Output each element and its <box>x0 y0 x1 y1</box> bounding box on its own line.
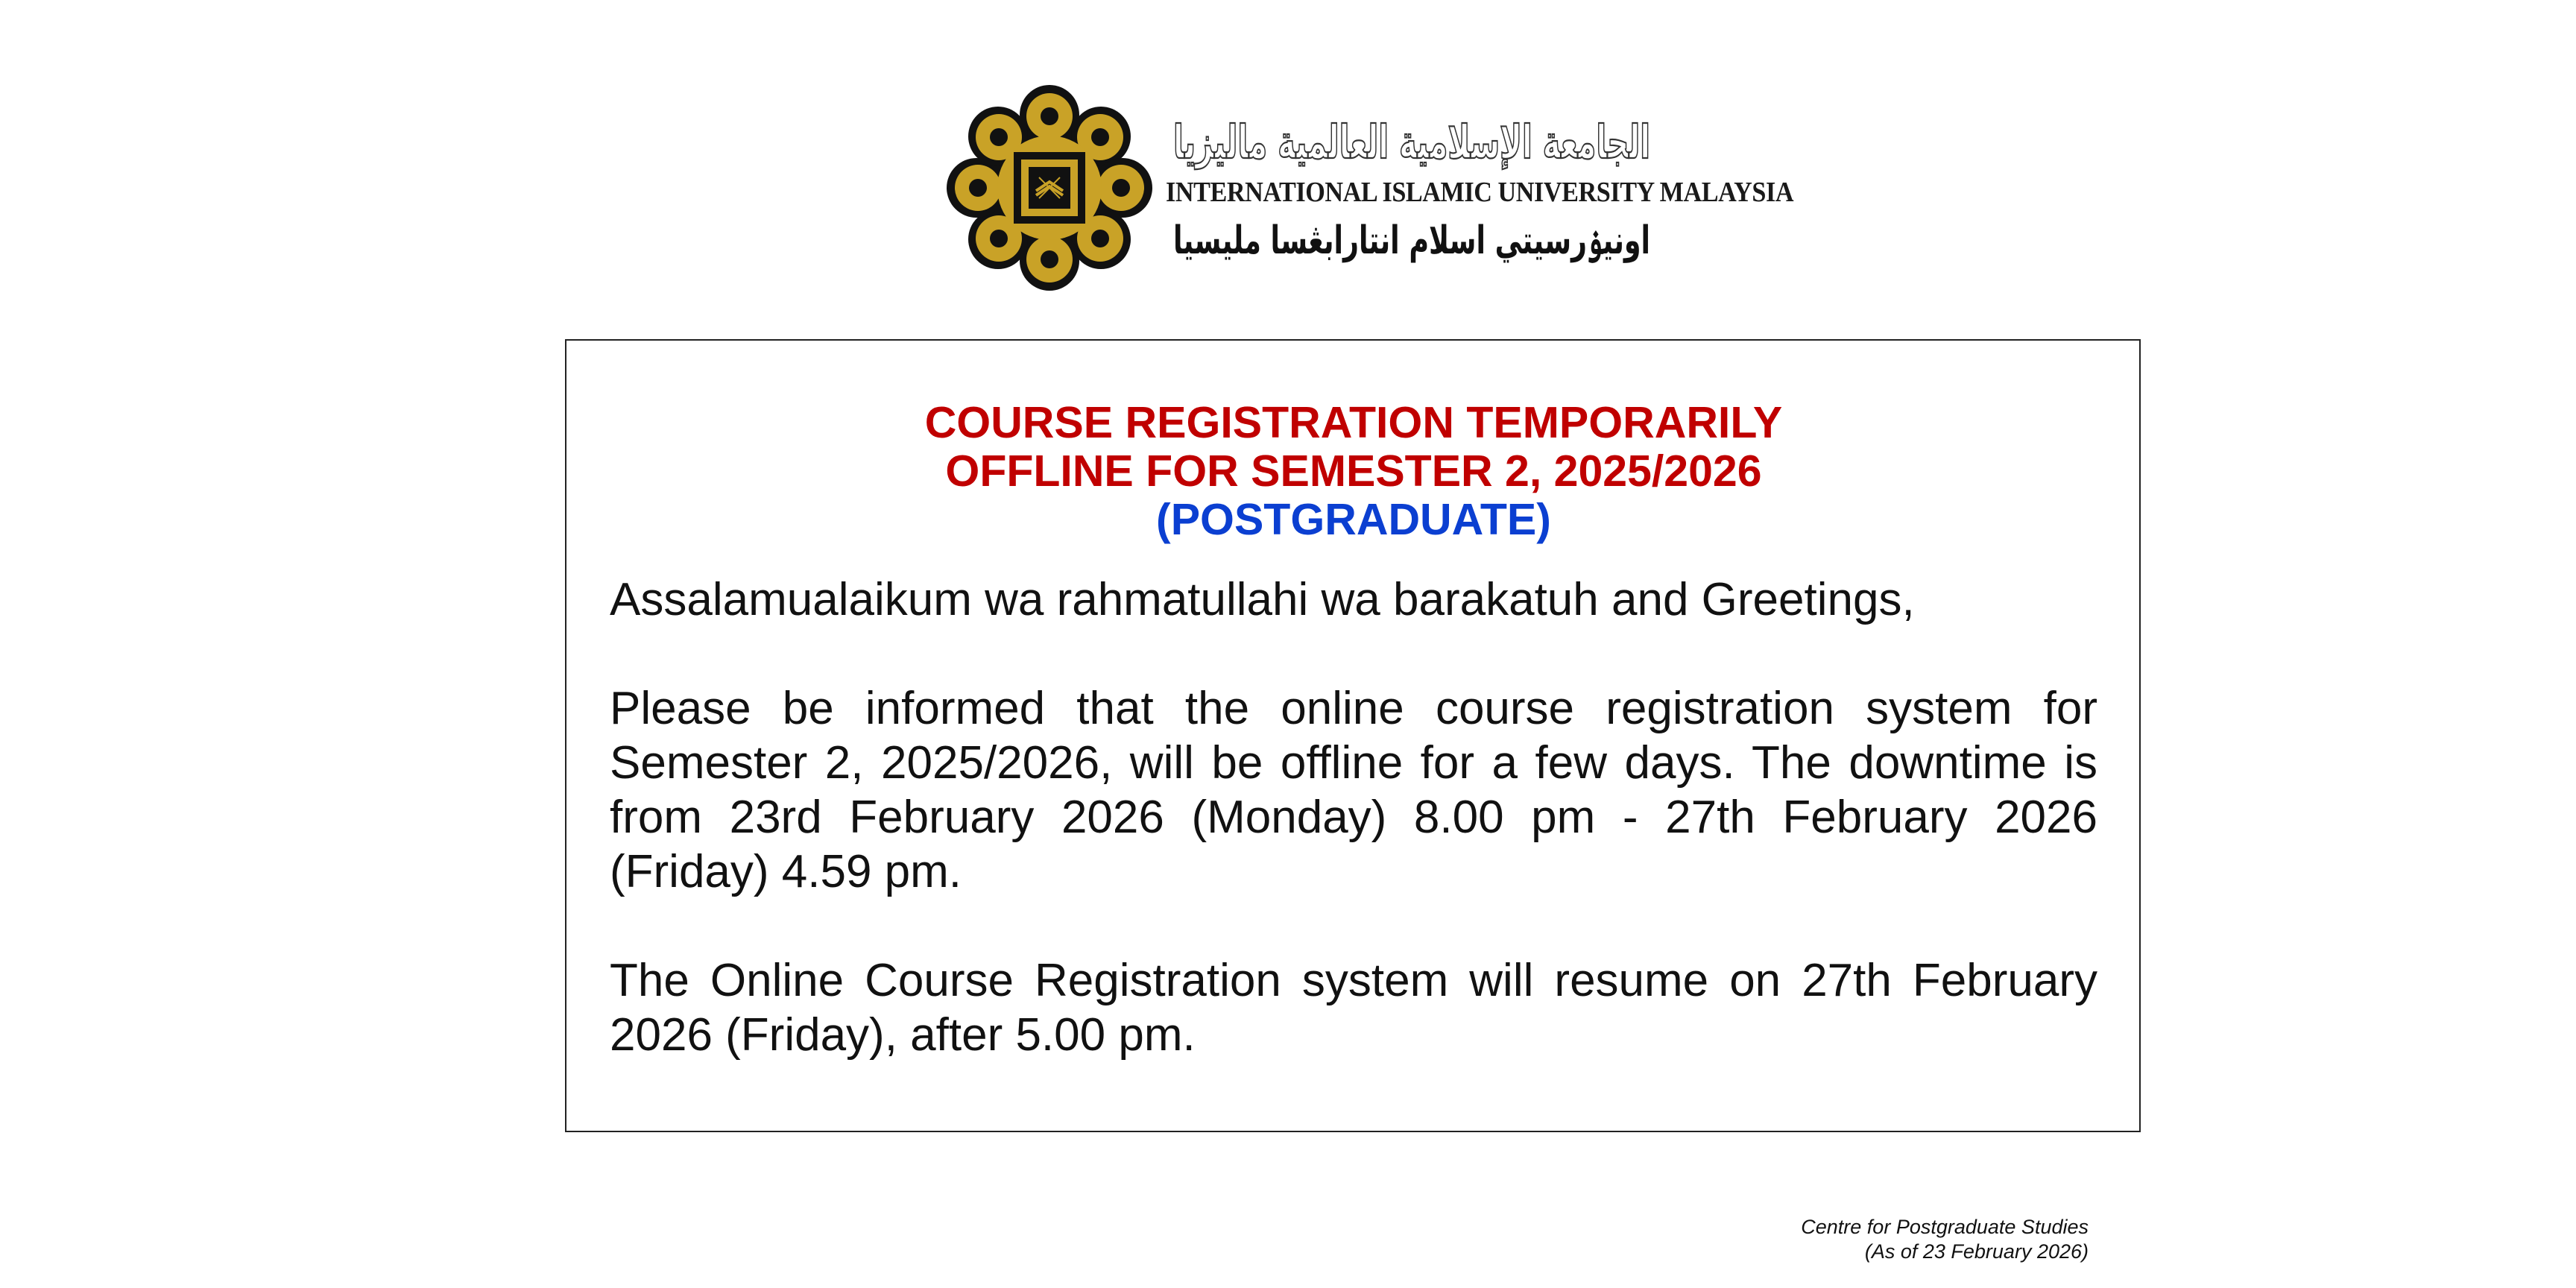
iium-emblem-icon <box>945 83 1154 292</box>
notice-body <box>610 572 2097 1062</box>
greeting-text: Assalamualaikum wa rahmatullahi wa barakatuh and Greetings, <box>610 574 1915 625</box>
arabic-name-calligraphy <box>1166 109 1658 171</box>
svg-text:اونيۏرسيتي اسلام انتارابڠسا مل: اونيۏرسيتي اسلام انتارابڠسا مليسيا <box>1173 218 1650 263</box>
notice-title <box>610 399 2097 544</box>
resume-paragraph: The Online Course Registration system will resume on 27th February 2026 (Friday), after 5.00 pm. <box>610 955 2097 1061</box>
footer-department: Centre for Postgraduate Studies <box>1801 1216 2089 1238</box>
title-line-3: (POSTGRADUATE) <box>1156 495 1551 544</box>
footer-date: (As of 23 February 2026) <box>1864 1240 2089 1263</box>
university-name: INTERNATIONAL ISLAMIC UNIVERSITY MALAYSIA <box>1166 177 1794 208</box>
downtime-paragraph: Please be informed that the online course registration system for Semester 2, 2025/2026, will be offline for a few days. The downtime is from 23rd February 2026 (Monday) 8.00 pm - 27th February 2026 (Friday) 4.59 pm. <box>610 683 2097 897</box>
jawi-name-calligraphy <box>1166 213 1658 267</box>
notice-box <box>565 339 2141 1132</box>
iium-logo <box>945 83 1794 292</box>
title-line-2: OFFLINE FOR SEMESTER 2, 2025/2026 <box>945 446 1762 496</box>
footer <box>1801 1215 2089 1264</box>
svg-text:الجامعة الإسلامية العالمية مال: الجامعة الإسلامية العالمية ماليزيا <box>1173 115 1650 169</box>
title-line-1: COURSE REGISTRATION TEMPORARILY <box>924 398 1783 447</box>
